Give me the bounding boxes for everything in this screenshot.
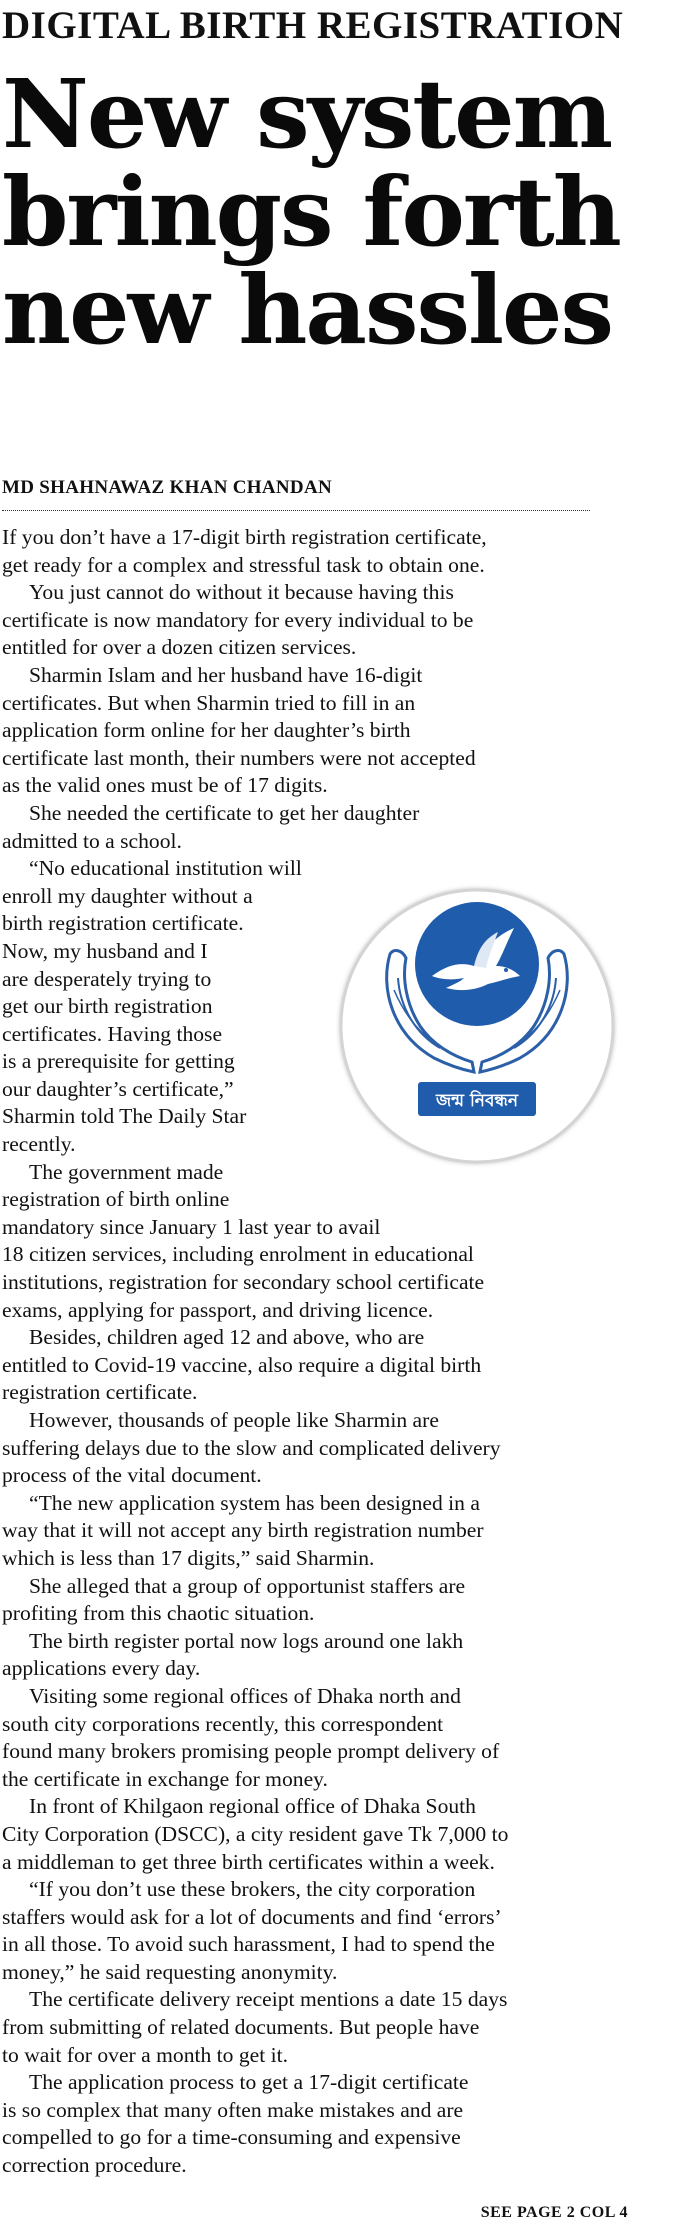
continuation-note: SEE PAGE 2 COL 4 bbox=[480, 2204, 628, 2221]
dove-hands-icon bbox=[336, 858, 618, 1194]
article-line: certificate last month, their numbers were not accepted bbox=[2, 745, 476, 770]
article-line: in all those. To avoid such harassment, I had to spend the bbox=[2, 1932, 495, 1957]
article-line: south city corporations recently, this correspondent bbox=[2, 1711, 444, 1736]
article-line: Visiting some regional offices of Dhaka north and bbox=[29, 1683, 461, 1708]
byline-divider bbox=[2, 510, 590, 511]
article-line: She needed the certificate to get her daughter bbox=[29, 800, 420, 825]
article-line: process of the vital document. bbox=[2, 1463, 262, 1488]
article-line: mandatory since January 1 last year to avail bbox=[2, 1214, 381, 1239]
article-line: registration certificate. bbox=[2, 1380, 198, 1405]
article-line: a middleman to get three birth certificates within a week. bbox=[2, 1849, 495, 1874]
article-line: She alleged that a group of opportunist staffers are bbox=[29, 1573, 466, 1598]
headline bbox=[2, 59, 620, 366]
article-line: which is less than 17 digits,” said Sharmin. bbox=[2, 1545, 375, 1570]
article-line: applications every day. bbox=[2, 1656, 201, 1681]
article-line: is a prerequisite for getting bbox=[2, 1049, 235, 1074]
article-line: way that it will not accept any birth registration number bbox=[2, 1518, 484, 1543]
article-line: If you don’t have a 17-digit birth registration certificate, bbox=[2, 525, 487, 549]
article-line: found many brokers promising people prompt delivery of bbox=[2, 1739, 500, 1764]
article-line: as the valid ones must be of 17 digits. bbox=[2, 773, 328, 798]
article-line: is so complex that many often make mistakes and are bbox=[2, 2097, 464, 2122]
article-line: compelled to go for a time-consuming and expensive bbox=[2, 2125, 461, 2150]
article-line: get ready for a complex and stressful task to obtain one. bbox=[2, 552, 485, 577]
article-line: to wait for over a month to get it. bbox=[2, 2042, 289, 2067]
article-line: The birth register portal now logs around one lakh bbox=[29, 1628, 464, 1653]
article-line: exams, applying for passport, and driving licence. bbox=[2, 1297, 434, 1322]
article-body bbox=[2, 524, 630, 2180]
article-line: “If you don’t use these brokers, the city corporation bbox=[29, 1877, 476, 1902]
article-line: Sharmin Islam and her husband have 16-digit bbox=[29, 662, 423, 687]
article-line: The certificate delivery receipt mentions a date 15 days bbox=[29, 1987, 508, 2012]
article-line: birth registration certificate. bbox=[2, 911, 244, 936]
headline-line: brings forth bbox=[2, 157, 620, 268]
article-line: application form online for her daughter’s birth bbox=[2, 718, 411, 743]
article-line: our daughter’s certificate,” bbox=[2, 1076, 234, 1101]
article-line: entitled to Covid-19 vaccine, also require a digital birth bbox=[2, 1352, 482, 1377]
article-line: institutions, registration for secondary school certificate bbox=[2, 1270, 485, 1295]
article-line: certificates. But when Sharmin tried to fill in an bbox=[2, 690, 416, 715]
article-line: correction procedure. bbox=[2, 2153, 187, 2178]
article-line: suffering delays due to the slow and complicated delivery bbox=[2, 1435, 501, 1460]
article-line: The application process to get a 17-digit certificate bbox=[29, 2070, 469, 2095]
birth-registration-logo bbox=[336, 858, 618, 1194]
article-line: certificates. Having those bbox=[2, 1021, 223, 1046]
article-line: entitled for over a dozen citizen services. bbox=[2, 635, 357, 660]
article-line: profiting from this chaotic situation. bbox=[2, 1601, 315, 1626]
article-line: registration of birth online bbox=[2, 1187, 230, 1212]
article-line: City Corporation (DSCC), a city resident gave Tk 7,000 to bbox=[2, 1821, 509, 1846]
article-line: certificate is now mandatory for every individual to be bbox=[2, 607, 474, 632]
article-line: Now, my husband and I bbox=[2, 938, 208, 963]
article-line: get our birth registration bbox=[2, 994, 213, 1019]
article-line: The government made bbox=[29, 1159, 224, 1184]
article-line: recently. bbox=[2, 1132, 76, 1157]
byline: MD SHAHNAWAZ KHAN CHANDAN bbox=[2, 477, 332, 498]
article-line: Sharmin told The Daily Star bbox=[2, 1104, 247, 1129]
article-line: the certificate in exchange for money. bbox=[2, 1766, 328, 1791]
article-line: are desperately trying to bbox=[2, 966, 212, 991]
article-line: Besides, children aged 12 and above, who are bbox=[29, 1325, 425, 1350]
headline-line: New system bbox=[2, 59, 612, 170]
article-line: “No educational institution will bbox=[29, 856, 302, 881]
article-line: In front of Khilgaon regional office of Dhaka South bbox=[29, 1794, 476, 1819]
article-line: However, thousands of people like Sharmin are bbox=[29, 1408, 439, 1432]
article-line: enroll my daughter without a bbox=[2, 883, 253, 908]
section-kicker: DIGITAL BIRTH REGISTRATION bbox=[2, 4, 624, 47]
article-line: staffers would ask for a lot of documents and find ‘errors’ bbox=[2, 1904, 502, 1929]
headline-line: new hassles bbox=[2, 255, 612, 366]
article-line: from submitting of related documents. But people have bbox=[2, 2015, 480, 2040]
article-line: “The new application system has been designed in a bbox=[29, 1490, 480, 1515]
article-line: money,” he said requesting anonymity. bbox=[2, 1959, 338, 1984]
logo-text: জন্ম নিবন্ধন bbox=[435, 1091, 519, 1111]
article-line: 18 citizen services, including enrolment in educational bbox=[2, 1242, 474, 1267]
article-line: admitted to a school. bbox=[2, 828, 182, 853]
article-line: You just cannot do without it because having this bbox=[29, 580, 454, 605]
